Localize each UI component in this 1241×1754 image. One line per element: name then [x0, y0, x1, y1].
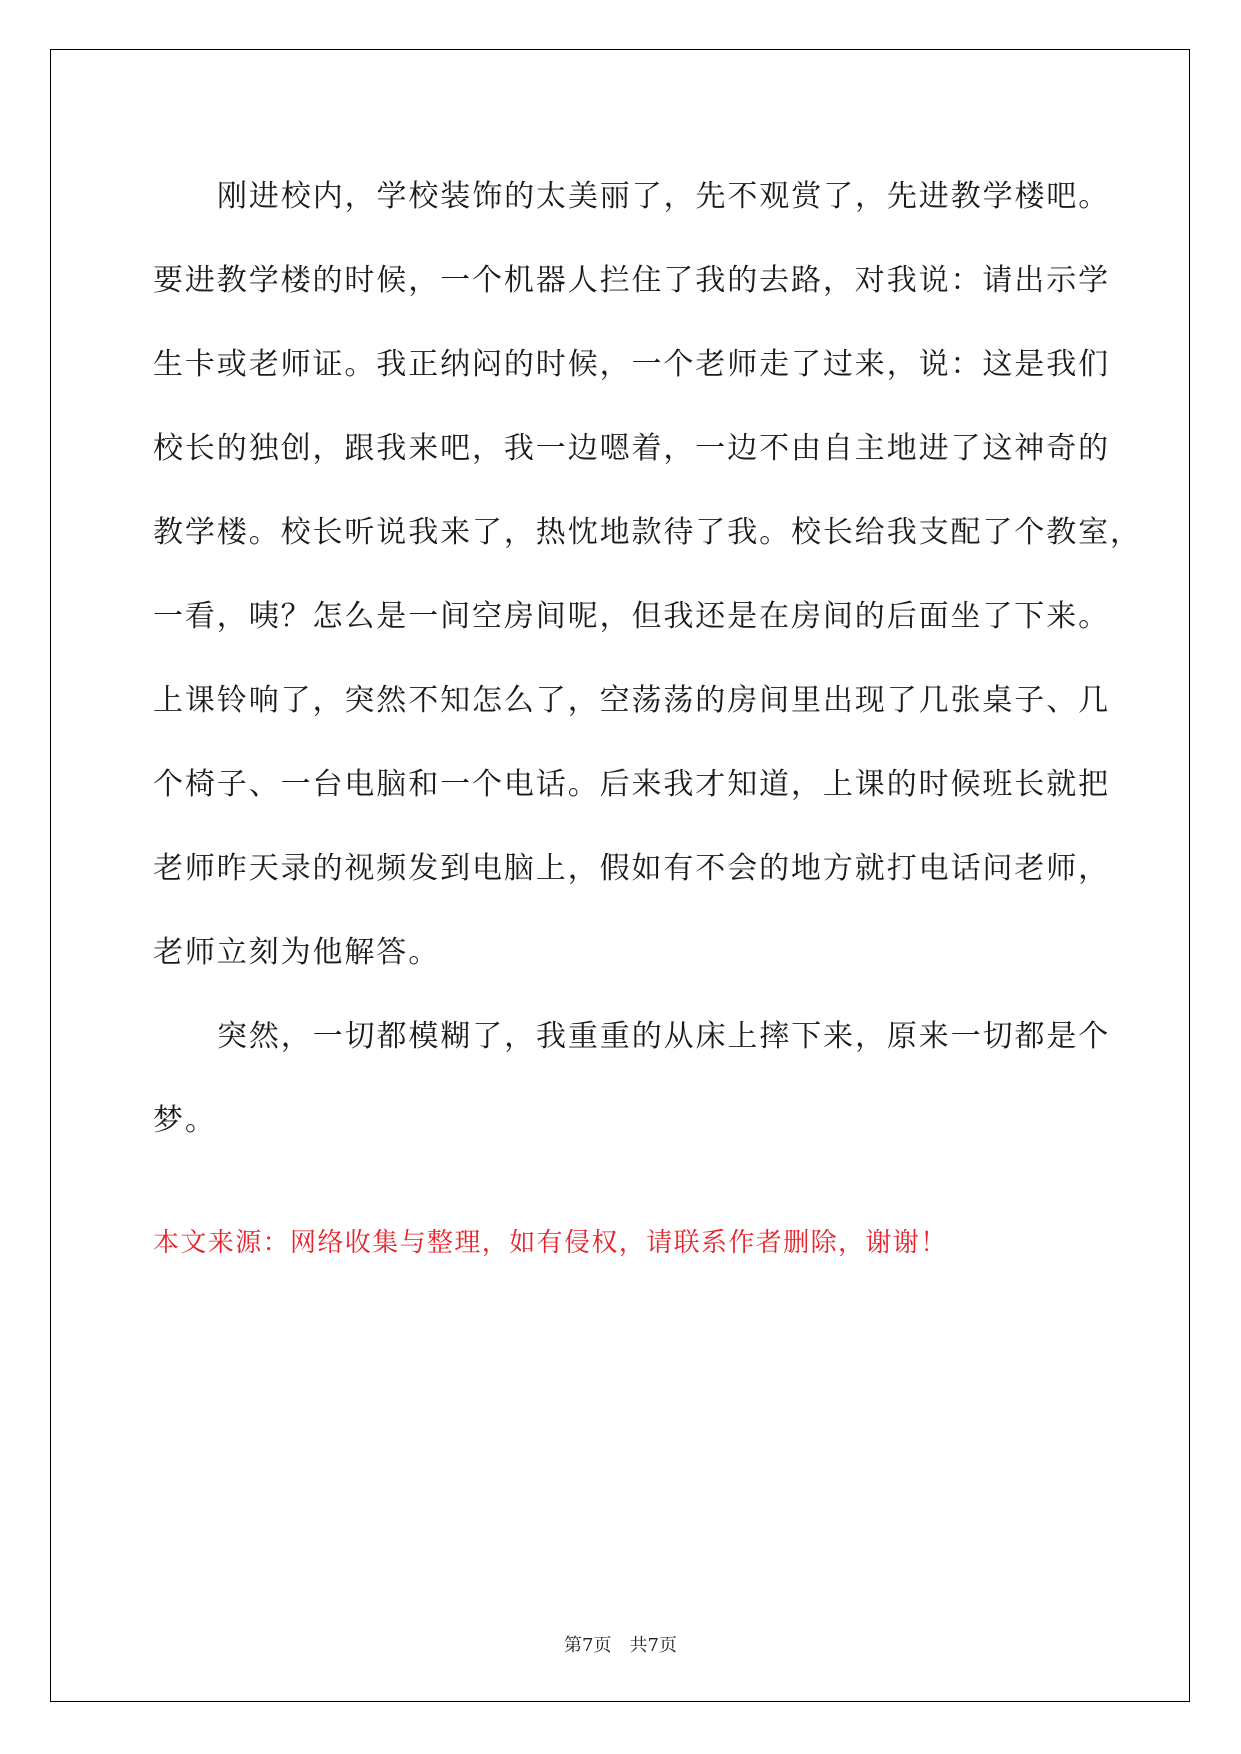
- paragraph-line: 校长的独创，跟我来吧，我一边嗯着，一边不由自主地进了这神奇的: [153, 431, 1110, 466]
- paragraph-line: 一看，咦？怎么是一间空房间呢，但我还是在房间的后面坐了下来。: [153, 599, 1110, 634]
- paragraph-line: 个椅子、一台电脑和一个电话。后来我才知道，上课的时候班长就把: [153, 767, 1110, 802]
- paragraph-line: 老师昨天录的视频发到电脑上，假如有不会的地方就打电话问老师，: [153, 851, 1110, 886]
- paragraph-line: 生卡或老师证。我正纳闷的时候，一个老师走了过来，说：这是我们: [153, 347, 1110, 382]
- paragraph-line: 刚进校内，学校装饰的太美丽了，先不观赏了，先进教学楼吧。: [217, 179, 1111, 214]
- page-number-current: 第7页: [564, 1635, 612, 1656]
- source-note: 本文来源：网络收集与整理，如有侵权，请联系作者删除，谢谢！: [153, 1228, 948, 1258]
- paragraph-line: 教学楼。校长听说我来了，热忱地款待了我。校长给我支配了个教室，: [153, 515, 1142, 550]
- paragraph-line: 突然，一切都模糊了，我重重的从床上摔下来，原来一切都是个: [217, 1019, 1111, 1054]
- page-footer: [0, 1631, 1241, 1657]
- page-number-total: 共7页: [629, 1635, 677, 1656]
- paragraph-line: 梦。: [153, 1103, 217, 1138]
- paragraph-line: 上课铃响了，突然不知怎么了，空荡荡的房间里出现了几张桌子、几: [153, 683, 1110, 718]
- document-body: [153, 155, 1142, 1163]
- paragraph-line: 老师立刻为他解答。: [153, 935, 441, 970]
- paragraph-line: 要进教学楼的时候，一个机器人拦住了我的去路，对我说：请出示学: [153, 263, 1110, 298]
